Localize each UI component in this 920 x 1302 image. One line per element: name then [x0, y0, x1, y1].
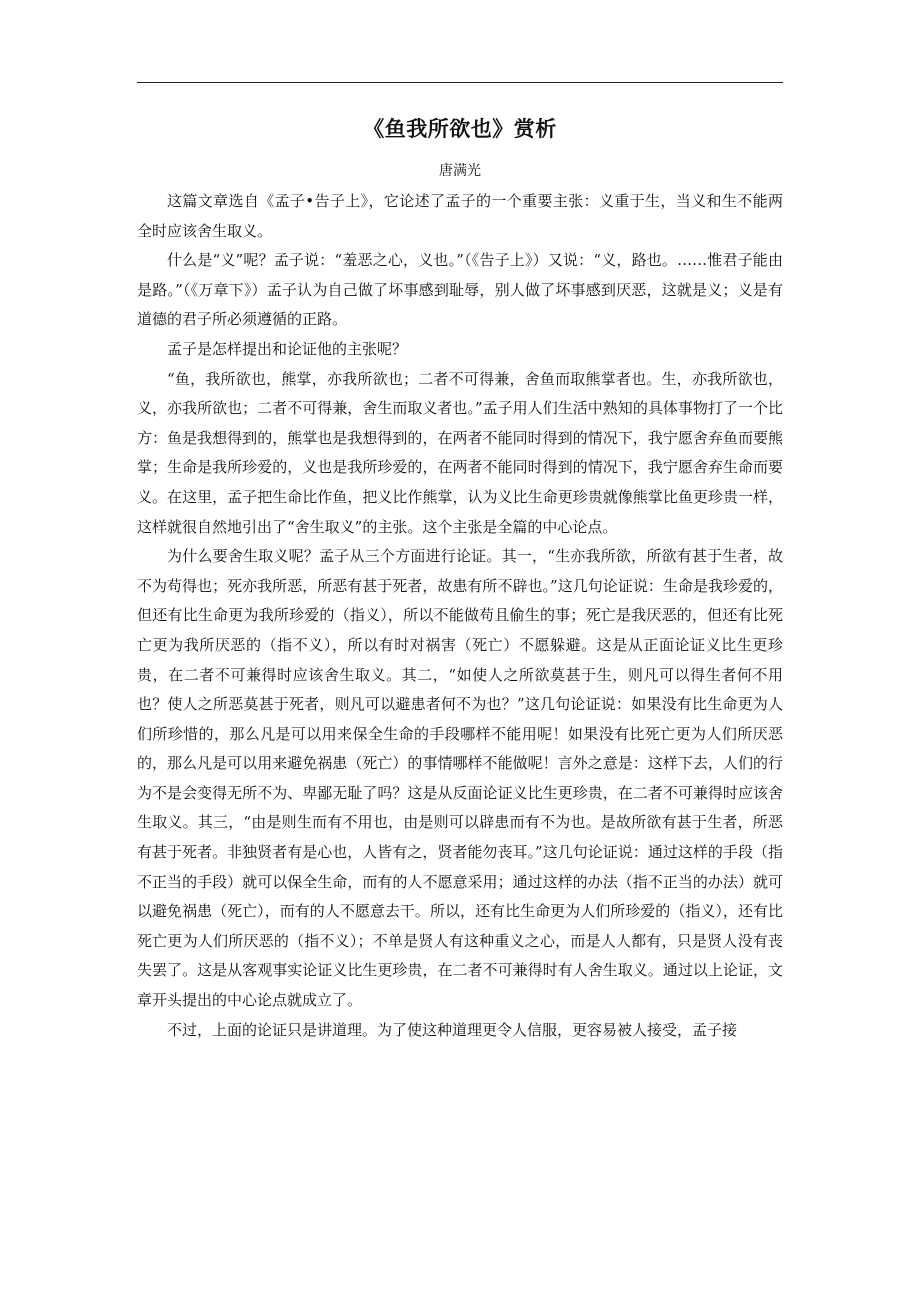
document-body [137, 187, 783, 1045]
author-name: 唐满光 [439, 163, 481, 179]
paragraph-continuation: 不过，上面的论证只是讲道理。为了使这种道理更令人信服，更容易被人接受，孟子接 [167, 1020, 738, 1039]
paragraph-argument: 为什么要舍生取义呢？孟子从三个方面进行论证。其一，“生亦我所欲，所欲有甚于生者，故不为苟得也；死亦我所恶，所恶有甚于死者，故患有所不辟也。”这几句论证说：生命是我珍爱的，但还有比生命更为我所珍爱的（指义），所以不能做苟且偷生的事；死亡是我厌恶的，但还有比死亡更为我所厌恶的（指不义），所以有时对祸害（死亡）不愿躲避。这是从正面论证义比生更珍贵，在二者不可兼得时应该舍生取义。其二，“如使人之所欲莫甚于生，则凡可以得生者何不用也？使人之所恶莫甚于死者，则凡可以避患者何不为也？”这几句论证说：如果没有比生命更为人们所珍惜的，那么凡是可以用来保全生命的手段哪样不能用呢！如果没有比死亡更为人们所厌恶的，那么凡是可以用来避免祸患（死亡）的事情哪样不能做呢！言外之意是：这样下去，人们的行为不是会变得无所不为、卑鄙无耻了吗？这是从反面论证义比生更珍贵，在二者不可兼得时应该舍生取义。其三，“由是则生而有不用也，由是则可以辟患而有不为也。是故所欲有甚于生者，所恶有甚于死者。非独贤者有是心也，人皆有之，贤者能勿丧耳。”这几句论证说：通过这样的手段（指不正当的手段）就可以保全生命，而有的人不愿意采用；通过这样的办法（指不正当的办法）就可以避免祸患（死亡），而有的人不愿意去干。所以，还有比生命更为人们所珍爱的（指义），还有比死亡更为人们所厌恶的（指不义）；不单是贤人有这种重义之心，而是人人都有，只是贤人没有丧失罢了。这是从客观事实论证义比生更珍贵，在二者不可兼得时有人舍生取义。通过以上论证，文章开头提出的中心论点就成立了。 [137, 547, 783, 1010]
document-title: 《鱼我所欲也》赏析 [363, 117, 557, 141]
paragraph-definition: 什么是“义”呢？孟子说：“羞恶之心，义也。”（《告子上》）又说：“义，路也。……惟君子能由是路。”（《万章下》）孟子认为自己做了坏事感到耻辱，别人做了坏事感到厌恶，这就是义；义是有道德的君子所必须遵循的正路。 [137, 251, 783, 329]
paragraph-intro: 这篇文章选自《孟子•告子上》，它论述了孟子的一个重要主张：义重于生，当义和生不能两全时应该舍生取义。 [137, 192, 783, 240]
paragraph-question: 孟子是怎样提出和论证他的主张呢？ [167, 339, 408, 358]
paragraph-analogy: “鱼，我所欲也，熊掌，亦我所欲也；二者不可得兼，舍鱼而取熊掌者也。生，亦我所欲也，义，亦我所欲也；二者不可得兼，舍生而取义者也。”孟子用人们生活中熟知的具体事物打了一个比方：鱼是我想得到的，熊掌也是我想得到的，在两者不能同时得到的情况下，我宁愿舍弃鱼而要熊掌；生命是我所珍爱的，义也是我所珍爱的，在两者不能同时得到的情况下，我宁愿舍弃生命而要义。在这里，孟子把生命比作鱼，把义比作熊掌，认为义比生命更珍贵就像熊掌比鱼更珍贵一样，这样就很自然地引出了“舍生取义”的主张。这个主张是全篇的中心论点。 [137, 369, 783, 536]
header-rule [137, 82, 783, 83]
